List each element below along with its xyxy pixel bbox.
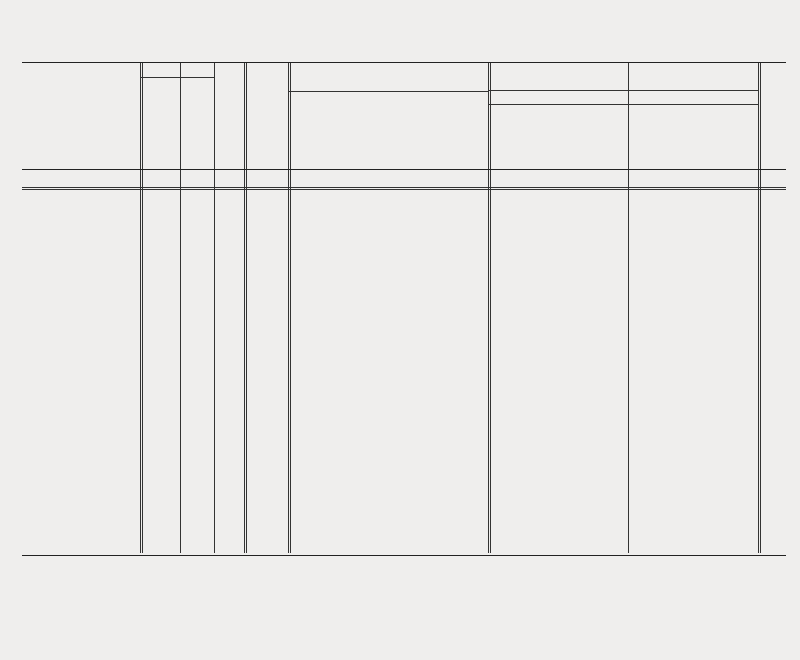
header-rule xyxy=(488,90,758,91)
header-rule xyxy=(22,187,786,190)
header-rule xyxy=(288,91,488,92)
divider xyxy=(180,63,181,553)
divider xyxy=(628,63,629,553)
divider xyxy=(758,63,761,553)
header-rule xyxy=(488,104,758,105)
header-rule xyxy=(140,77,214,78)
header-rule xyxy=(22,169,786,170)
divider xyxy=(488,63,491,553)
divider xyxy=(288,63,291,553)
divider xyxy=(214,63,215,553)
statistics-table xyxy=(22,62,786,556)
divider xyxy=(140,63,143,553)
divider xyxy=(244,63,247,553)
